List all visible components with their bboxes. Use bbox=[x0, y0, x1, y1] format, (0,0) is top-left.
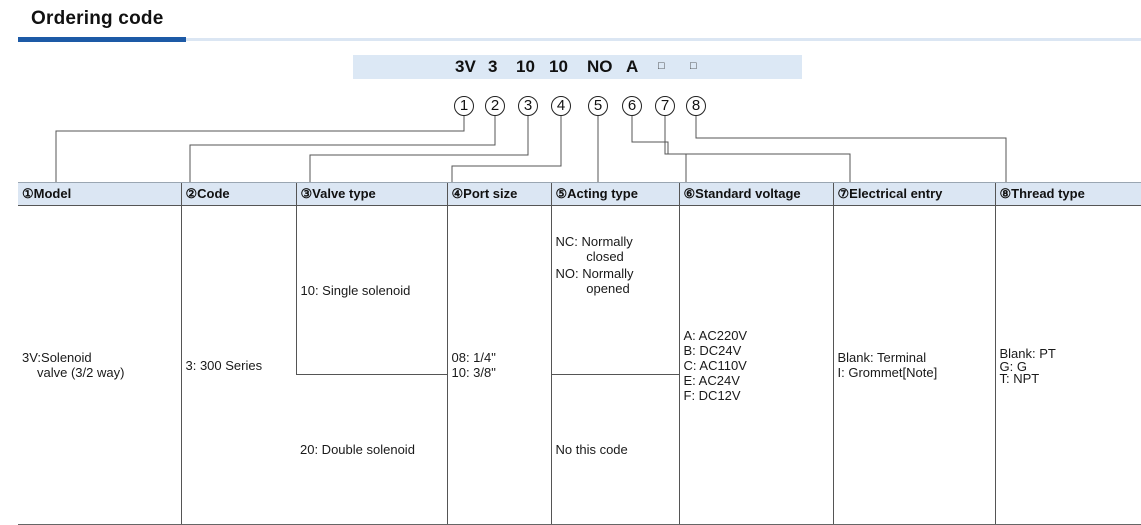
header-valve-type: ③Valve type bbox=[296, 183, 447, 206]
cell-standard-voltage bbox=[679, 206, 833, 525]
cell-valve-double: 20: Double solenoid bbox=[296, 375, 447, 525]
table-row bbox=[18, 206, 1141, 375]
cell-electrical-entry bbox=[833, 206, 995, 525]
code-segment-electrical-entry: □ bbox=[658, 60, 665, 72]
leader-line-7 bbox=[665, 116, 850, 182]
acting-no-line-2: opened bbox=[556, 281, 679, 296]
thread-option: G: G bbox=[1000, 361, 1141, 373]
acting-nc-line-2: closed bbox=[556, 249, 679, 264]
thread-option: T: NPT bbox=[1000, 373, 1141, 385]
voltage-option: E: AC24V bbox=[684, 373, 833, 388]
code-marker-1: 1 bbox=[454, 96, 474, 116]
voltage-option: A: AC220V bbox=[684, 328, 833, 343]
header-port-size: ④Port size bbox=[447, 183, 551, 206]
cell-acting-nc-no bbox=[551, 206, 679, 375]
thread-option: Blank: PT bbox=[1000, 346, 1141, 361]
electrical-option: Blank: Terminal bbox=[838, 350, 995, 365]
leader-line-1 bbox=[56, 116, 464, 182]
port-size-option: 10: 3/8" bbox=[452, 365, 551, 380]
leader-line-8 bbox=[696, 116, 1006, 182]
leader-line-2 bbox=[190, 116, 495, 182]
header-standard-voltage: ⑥Standard voltage bbox=[679, 183, 833, 206]
code-segment-model: 3V bbox=[455, 57, 476, 77]
cell-acting-none: No this code bbox=[551, 375, 679, 525]
code-marker-3: 3 bbox=[518, 96, 538, 116]
electrical-option: I: Grommet[Note] bbox=[838, 365, 995, 380]
code-marker-2: 2 bbox=[485, 96, 505, 116]
voltage-option: F: DC12V bbox=[684, 388, 833, 403]
code-marker-8: 8 bbox=[686, 96, 706, 116]
header-code: ②Code bbox=[181, 183, 296, 206]
section-title: Ordering code bbox=[31, 8, 163, 30]
code-segment-valve-type: 10 bbox=[516, 57, 535, 77]
voltage-option: C: AC110V bbox=[684, 358, 833, 373]
header-thread-type: ⑧Thread type bbox=[995, 183, 1141, 206]
model-line-2: valve (3/2 way) bbox=[22, 365, 181, 380]
voltage-option: B: DC24V bbox=[684, 343, 833, 358]
code-marker-5: 5 bbox=[588, 96, 608, 116]
header-acting-type: ⑤Acting type bbox=[551, 183, 679, 206]
acting-nc-line-1: NC: Normally bbox=[556, 234, 679, 249]
code-marker-6: 6 bbox=[622, 96, 642, 116]
header-electrical-entry: ⑦Electrical entry bbox=[833, 183, 995, 206]
code-marker-7: 7 bbox=[655, 96, 675, 116]
code-segment-voltage: A bbox=[626, 57, 638, 77]
code-segment-port-size: 10 bbox=[549, 57, 568, 77]
cell-model bbox=[18, 206, 181, 525]
leader-line-4 bbox=[452, 116, 561, 182]
ordering-code-table bbox=[18, 182, 1141, 525]
cell-thread-type bbox=[995, 206, 1141, 525]
cell-valve-single: 10: Single solenoid bbox=[296, 206, 447, 375]
header-model: ①Model bbox=[18, 183, 181, 206]
code-segment-acting-type: NO bbox=[587, 57, 613, 77]
port-size-option: 08: 1/4" bbox=[452, 350, 551, 365]
cell-code: 3: 300 Series bbox=[181, 206, 296, 525]
cell-port-size bbox=[447, 206, 551, 525]
code-segment-code: 3 bbox=[488, 57, 497, 77]
acting-no-line-1: NO: Normally bbox=[556, 266, 679, 281]
leader-line-6 bbox=[632, 116, 686, 182]
code-segment-thread-type: □ bbox=[690, 60, 697, 72]
header-row bbox=[18, 183, 1141, 206]
model-line-1: 3V:Solenoid bbox=[22, 350, 181, 365]
code-marker-4: 4 bbox=[551, 96, 571, 116]
